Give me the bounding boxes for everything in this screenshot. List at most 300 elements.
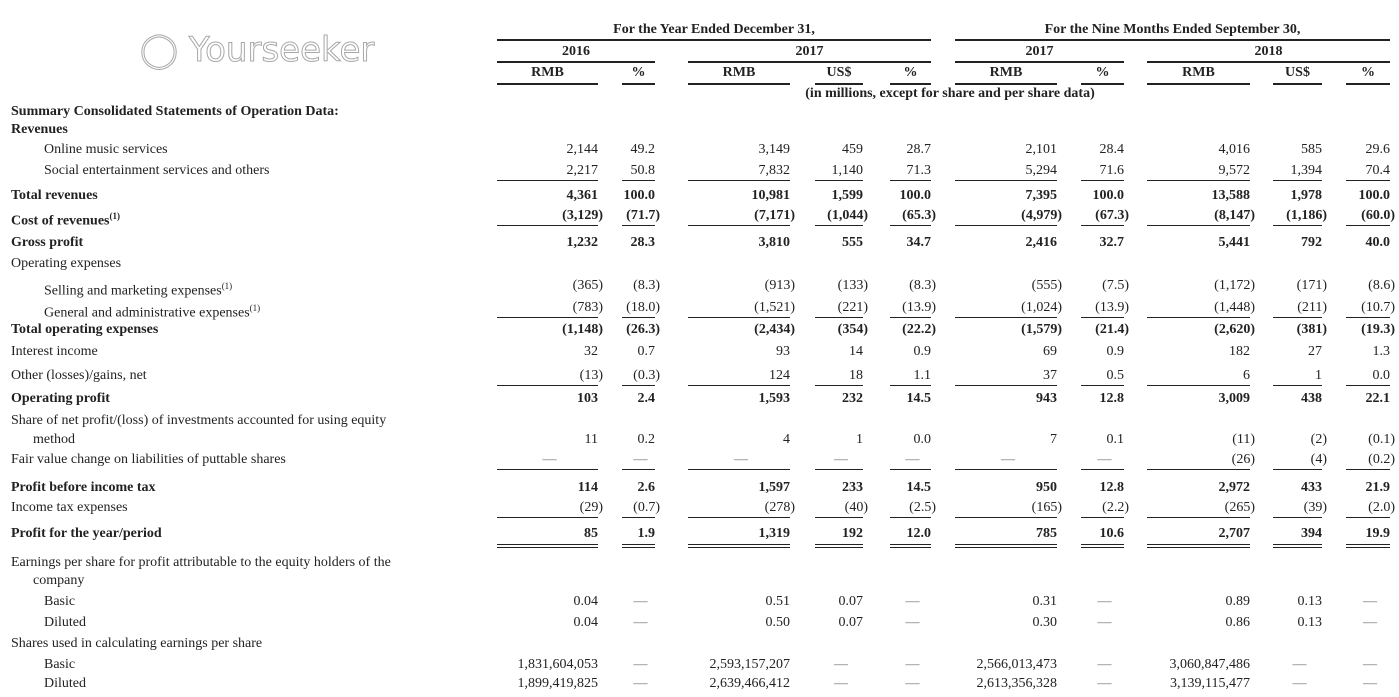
table-cell: (40) [844,500,868,515]
row-label-text: Online music services [44,142,168,157]
table-cell: 1,394 [1290,163,1322,178]
table-cell: 1 [1315,368,1322,383]
rule-line [955,61,1124,63]
table-cell: 0.04 [573,594,598,609]
table-cell: 49.2 [630,142,655,157]
table-cell: (2,434) [754,322,795,337]
row-label [44,657,75,673]
column-header: % [1361,65,1375,80]
table-cell: (1,448) [1214,300,1255,315]
table-cell: 233 [842,480,863,495]
row-underline [1147,180,1250,181]
double-underline [1273,547,1322,548]
row-underline [1147,385,1250,386]
rule-line [1147,61,1390,63]
table-cell: 0.7 [637,344,655,359]
table-cell: 14 [849,344,863,359]
row-underline [890,180,931,181]
table-cell: 433 [1301,480,1322,495]
row-underline [688,469,790,470]
column-header: RMB [1182,65,1215,80]
table-cell: (4) [1310,452,1327,467]
row-label [33,573,84,589]
table-cell: — [905,676,920,691]
row-label [11,480,156,496]
table-cell: (4,979) [1021,208,1062,223]
row-label-text: Diluted [44,615,86,630]
row-label [11,413,386,429]
rule-line [955,83,1057,85]
table-cell: 3,149 [758,142,790,157]
table-cell: (65.3) [902,208,936,223]
row-underline [1081,180,1124,181]
double-underline [688,547,790,548]
row-label-text: Cost of revenues [11,213,110,229]
table-cell: 1,232 [566,235,598,250]
row-underline [815,180,863,181]
table-cell: 2,217 [566,163,598,178]
table-cell: — [1097,594,1112,609]
row-underline [1273,469,1322,470]
table-cell: — [1363,615,1377,630]
table-cell: 12.0 [906,526,931,541]
table-cell: 0.30 [1032,615,1057,630]
row-underline [1273,225,1322,226]
row-underline [497,225,598,226]
table-cell: 29.6 [1365,142,1390,157]
row-label-text: Interest income [11,344,98,359]
table-cell: 7,395 [1025,188,1057,203]
table-cell: 192 [842,526,863,541]
table-cell: (7.5) [1102,278,1129,293]
row-underline [1273,517,1322,518]
table-cell: 71.3 [906,163,931,178]
table-cell: 50.8 [630,163,655,178]
table-cell: 2,416 [1025,235,1057,250]
row-underline [1273,385,1322,386]
table-cell: 32.7 [1099,235,1124,250]
double-underline [1147,547,1250,548]
table-cell: (60.0) [1361,208,1395,223]
row-underline [815,469,863,470]
row-underline [955,180,1057,181]
row-underline [1081,225,1124,226]
double-underline [1346,547,1390,548]
table-cell: (1,044) [827,208,868,223]
row-label-text: Profit before income tax [11,480,156,495]
table-cell: 3,060,847,486 [1169,657,1250,672]
table-cell: 5,294 [1025,163,1057,178]
row-underline [1346,385,1390,386]
row-underline [688,385,790,386]
row-label-text: Social entertainment services and others [44,163,270,178]
table-cell: 71.6 [1099,163,1124,178]
table-cell: 10,981 [751,188,790,203]
table-cell: 1 [856,432,863,447]
watermark-logo: ◯ Yourseeker [140,30,375,70]
table-cell: (0.7) [633,500,660,515]
table-cell: — [1363,594,1377,609]
table-cell: 0.89 [1225,594,1250,609]
row-label [44,163,269,179]
table-cell: 100.0 [623,188,655,203]
table-cell: 394 [1301,526,1322,541]
table-cell: 0.1 [1106,432,1124,447]
row-label-text: General and administrative expenses [44,305,250,321]
table-cell: (18.0) [626,300,660,315]
row-underline [622,517,655,518]
table-cell: (1,579) [1021,322,1062,337]
row-underline [622,385,655,386]
table-cell: (211) [1297,300,1327,315]
table-cell: (22.2) [902,322,936,337]
table-cell: — [905,657,920,672]
table-cell: (1,186) [1286,208,1327,223]
table-cell: 114 [577,480,598,495]
table-cell: 69 [1043,344,1057,359]
table-cell: 0.07 [838,594,863,609]
year-header-9m-2018: 2018 [1254,44,1283,59]
table-cell: 2,101 [1025,142,1057,157]
table-cell: 2,613,356,328 [976,676,1057,691]
row-label [44,615,86,631]
table-cell: (913) [764,278,795,293]
row-label-text: Operating profit [11,391,110,406]
row-label [44,676,86,692]
table-cell: 950 [1036,480,1057,495]
table-cell: 1.3 [1372,344,1390,359]
table-cell: 1,599 [831,188,863,203]
row-underline [890,385,931,386]
row-underline [688,225,790,226]
table-cell: — [1292,676,1307,691]
table-cell: 555 [842,235,863,250]
row-label-text: method [33,432,75,447]
row-underline [815,225,863,226]
table-cell: 40.0 [1365,235,1390,250]
row-underline [815,517,863,518]
table-cell: 14.5 [906,391,931,406]
table-cell: (13.9) [902,300,936,315]
row-label-text: Diluted [44,676,86,691]
table-cell: — [905,594,920,609]
table-cell: 32 [584,344,598,359]
table-cell: 0.31 [1032,594,1057,609]
rule-line [1273,83,1322,85]
table-cell: 1,597 [758,480,790,495]
table-cell: 0.9 [913,344,931,359]
table-cell: 27 [1308,344,1322,359]
table-cell: (2.5) [909,500,936,515]
table-cell: 70.4 [1365,163,1390,178]
row-label-text: Operating expenses [11,256,122,271]
table-cell: (11) [1232,432,1255,447]
row-underline [1147,469,1250,470]
table-cell: — [834,452,848,467]
table-cell: 4 [783,432,790,447]
table-cell: (381) [1296,322,1327,337]
table-cell: 100.0 [1358,188,1390,203]
row-underline [622,469,655,470]
table-cell: 0.0 [913,432,931,447]
double-underline [1147,544,1250,545]
table-cell: 459 [842,142,863,157]
row-label-text: Basic [44,594,76,609]
rule-line [688,83,790,85]
row-underline [815,317,863,318]
table-cell: — [905,615,920,630]
row-label [11,500,128,516]
table-cell: 1,319 [758,526,790,541]
table-cell: (221) [837,300,868,315]
row-underline [815,385,863,386]
table-cell: (39) [1303,500,1327,515]
row-underline [955,225,1057,226]
table-cell: 13,588 [1211,188,1250,203]
double-underline [1081,544,1124,545]
column-header: % [631,65,646,80]
table-cell: — [1097,452,1112,467]
table-cell: 0.86 [1225,615,1250,630]
row-underline [622,225,655,226]
row-underline [1081,317,1124,318]
table-cell: — [1001,452,1015,467]
row-label-text: Total revenues [11,188,98,203]
table-cell: (13) [579,368,603,383]
table-cell: 1.1 [913,368,931,383]
row-underline [1081,469,1124,470]
rule-line [890,83,931,85]
table-cell: 22.1 [1365,391,1390,406]
row-label-text: Shares used in calculating earnings per share [11,636,263,651]
table-cell: 0.9 [1106,344,1124,359]
row-underline [955,469,1057,470]
table-cell: 0.5 [1106,368,1124,383]
table-cell: 6 [1243,368,1250,383]
table-cell: (0.3) [633,368,660,383]
table-cell: — [633,615,648,630]
table-cell: 2,639,466,412 [709,676,790,691]
row-label [44,594,75,610]
rule-line [815,83,863,85]
table-cell: 10.6 [1099,526,1124,541]
column-header: % [1095,65,1110,80]
table-cell: 0.51 [765,594,790,609]
table-cell: (10.7) [1361,300,1395,315]
table-cell: (0.1) [1368,432,1395,447]
table-cell: 0.2 [637,432,655,447]
row-label-text: Total operating expenses [11,322,159,337]
row-underline [1081,385,1124,386]
double-underline [815,544,863,545]
table-cell: — [1292,657,1307,672]
row-label [44,278,232,300]
row-underline [688,180,790,181]
row-label [11,526,162,542]
table-cell: 585 [1301,142,1322,157]
table-cell: (67.3) [1095,208,1129,223]
row-underline [497,469,598,470]
row-underline [688,317,790,318]
row-underline [1147,517,1250,518]
table-cell: (26) [1231,452,1255,467]
table-cell: 0.0 [1372,368,1390,383]
double-underline [890,547,931,548]
table-cell: 785 [1036,526,1057,541]
table-cell: (133) [837,278,868,293]
table-cell: 0.04 [573,615,598,630]
table-cell: (3,129) [562,208,603,223]
table-cell: 232 [842,391,863,406]
table-cell: (1,172) [1214,278,1255,293]
table-cell: (2.2) [1102,500,1129,515]
table-cell: (2,620) [1214,322,1255,337]
table-cell: 438 [1301,391,1322,406]
column-header: US$ [1285,65,1310,80]
table-cell: (8.3) [909,278,936,293]
double-underline [497,547,598,548]
row-underline [497,517,598,518]
table-cell: 0.13 [1297,615,1322,630]
row-label [11,368,147,384]
table-cell: (278) [764,500,795,515]
table-cell: (783) [572,300,603,315]
rule-line [688,61,931,63]
table-cell: 3,810 [758,235,790,250]
table-cell: 2,707 [1218,526,1250,541]
row-underline [497,317,598,318]
row-label-text: Other (losses)/gains, net [11,368,147,383]
table-cell: 1.9 [637,526,655,541]
table-cell: 2,566,013,473 [976,657,1057,672]
double-underline [622,547,655,548]
table-cell: 1,899,419,825 [517,676,598,691]
row-underline [622,180,655,181]
row-label-text: Gross profit [11,235,84,250]
row-label-text: Profit for the year/period [11,526,162,541]
table-cell: (7,171) [754,208,795,223]
row-label-text: Summary Consolidated Statements of Operation Data: [11,104,339,119]
table-cell: — [1097,657,1112,672]
table-cell: — [734,452,748,467]
row-underline [1346,517,1390,518]
table-cell: 0.50 [765,615,790,630]
year-header-2017: 2017 [795,44,824,59]
row-label [11,188,98,204]
year-header-9m-2017: 2017 [1025,44,1054,59]
table-cell: — [633,452,648,467]
table-cell: 1,831,604,053 [517,657,598,672]
row-label [11,122,68,138]
table-cell: (71.7) [626,208,660,223]
rule-line [1346,83,1390,85]
row-label [11,555,391,571]
table-cell: 100.0 [1092,188,1124,203]
table-cell: 2,144 [566,142,598,157]
row-label [11,322,158,338]
table-cell: 21.9 [1365,480,1390,495]
table-cell: (0.2) [1368,452,1395,467]
table-cell: — [542,452,557,467]
row-underline [1346,317,1390,318]
table-cell: (2) [1310,432,1327,447]
table-cell: 182 [1229,344,1250,359]
table-cell: 124 [769,368,790,383]
column-header: RMB [989,65,1023,80]
table-cell: 3,009 [1218,391,1250,406]
row-underline [890,225,931,226]
table-cell: 5,441 [1218,235,1250,250]
table-cell: 0.13 [1297,594,1322,609]
footnote-marker: (1) [249,303,261,313]
table-cell: (8.6) [1368,278,1395,293]
table-cell: 12.8 [1099,391,1124,406]
row-underline [1273,317,1322,318]
column-header: RMB [531,65,564,80]
row-underline [1273,180,1322,181]
table-cell: 3,139,115,477 [1170,676,1250,691]
table-cell: 4,361 [566,188,598,203]
row-label-text: Selling and marketing expenses [44,283,222,299]
column-header: RMB [722,65,756,80]
double-underline [815,547,863,548]
table-cell: (29) [579,500,603,515]
table-cell: (21.4) [1095,322,1129,337]
column-header: US$ [826,65,852,80]
row-label-text: company [33,573,85,588]
table-cell: (165) [1031,500,1062,515]
rule-line [497,61,655,63]
row-label [44,300,260,322]
row-underline [1147,225,1250,226]
table-cell: 7 [1050,432,1057,447]
row-label [11,391,110,407]
footnote-marker: (1) [109,211,121,221]
table-cell: 792 [1301,235,1322,250]
table-cell: 7,832 [758,163,790,178]
table-cell: 100.0 [899,188,931,203]
row-underline [1346,225,1390,226]
table-cell: 943 [1036,391,1057,406]
row-underline [1147,317,1250,318]
row-label [33,432,75,448]
table-cell: (171) [1296,278,1327,293]
year-header-2016: 2016 [562,44,590,59]
table-cell: (265) [1224,500,1255,515]
row-underline [688,517,790,518]
row-label-text: Basic [44,657,76,672]
table-cell: 2,972 [1218,480,1250,495]
row-label-text: Earnings per share for profit attributable to the equity holders of the [11,555,391,570]
double-underline [622,544,655,545]
group-header-nine-months: For the Nine Months Ended September 30, [1044,22,1301,37]
table-cell: 2.6 [637,480,655,495]
table-cell: 34.7 [906,235,931,250]
table-cell: (13.9) [1095,300,1129,315]
table-cell: (8,147) [1214,208,1255,223]
row-underline [1346,469,1390,470]
row-label [11,208,120,230]
table-cell: — [834,657,848,672]
double-underline [497,544,598,545]
table-cell: — [1363,676,1377,691]
table-cell: 103 [577,391,598,406]
double-underline [955,544,1057,545]
table-cell: (1,148) [562,322,603,337]
table-cell: 2.4 [637,391,655,406]
row-label-text: Revenues [11,122,68,137]
footnote-marker: (1) [221,281,233,291]
